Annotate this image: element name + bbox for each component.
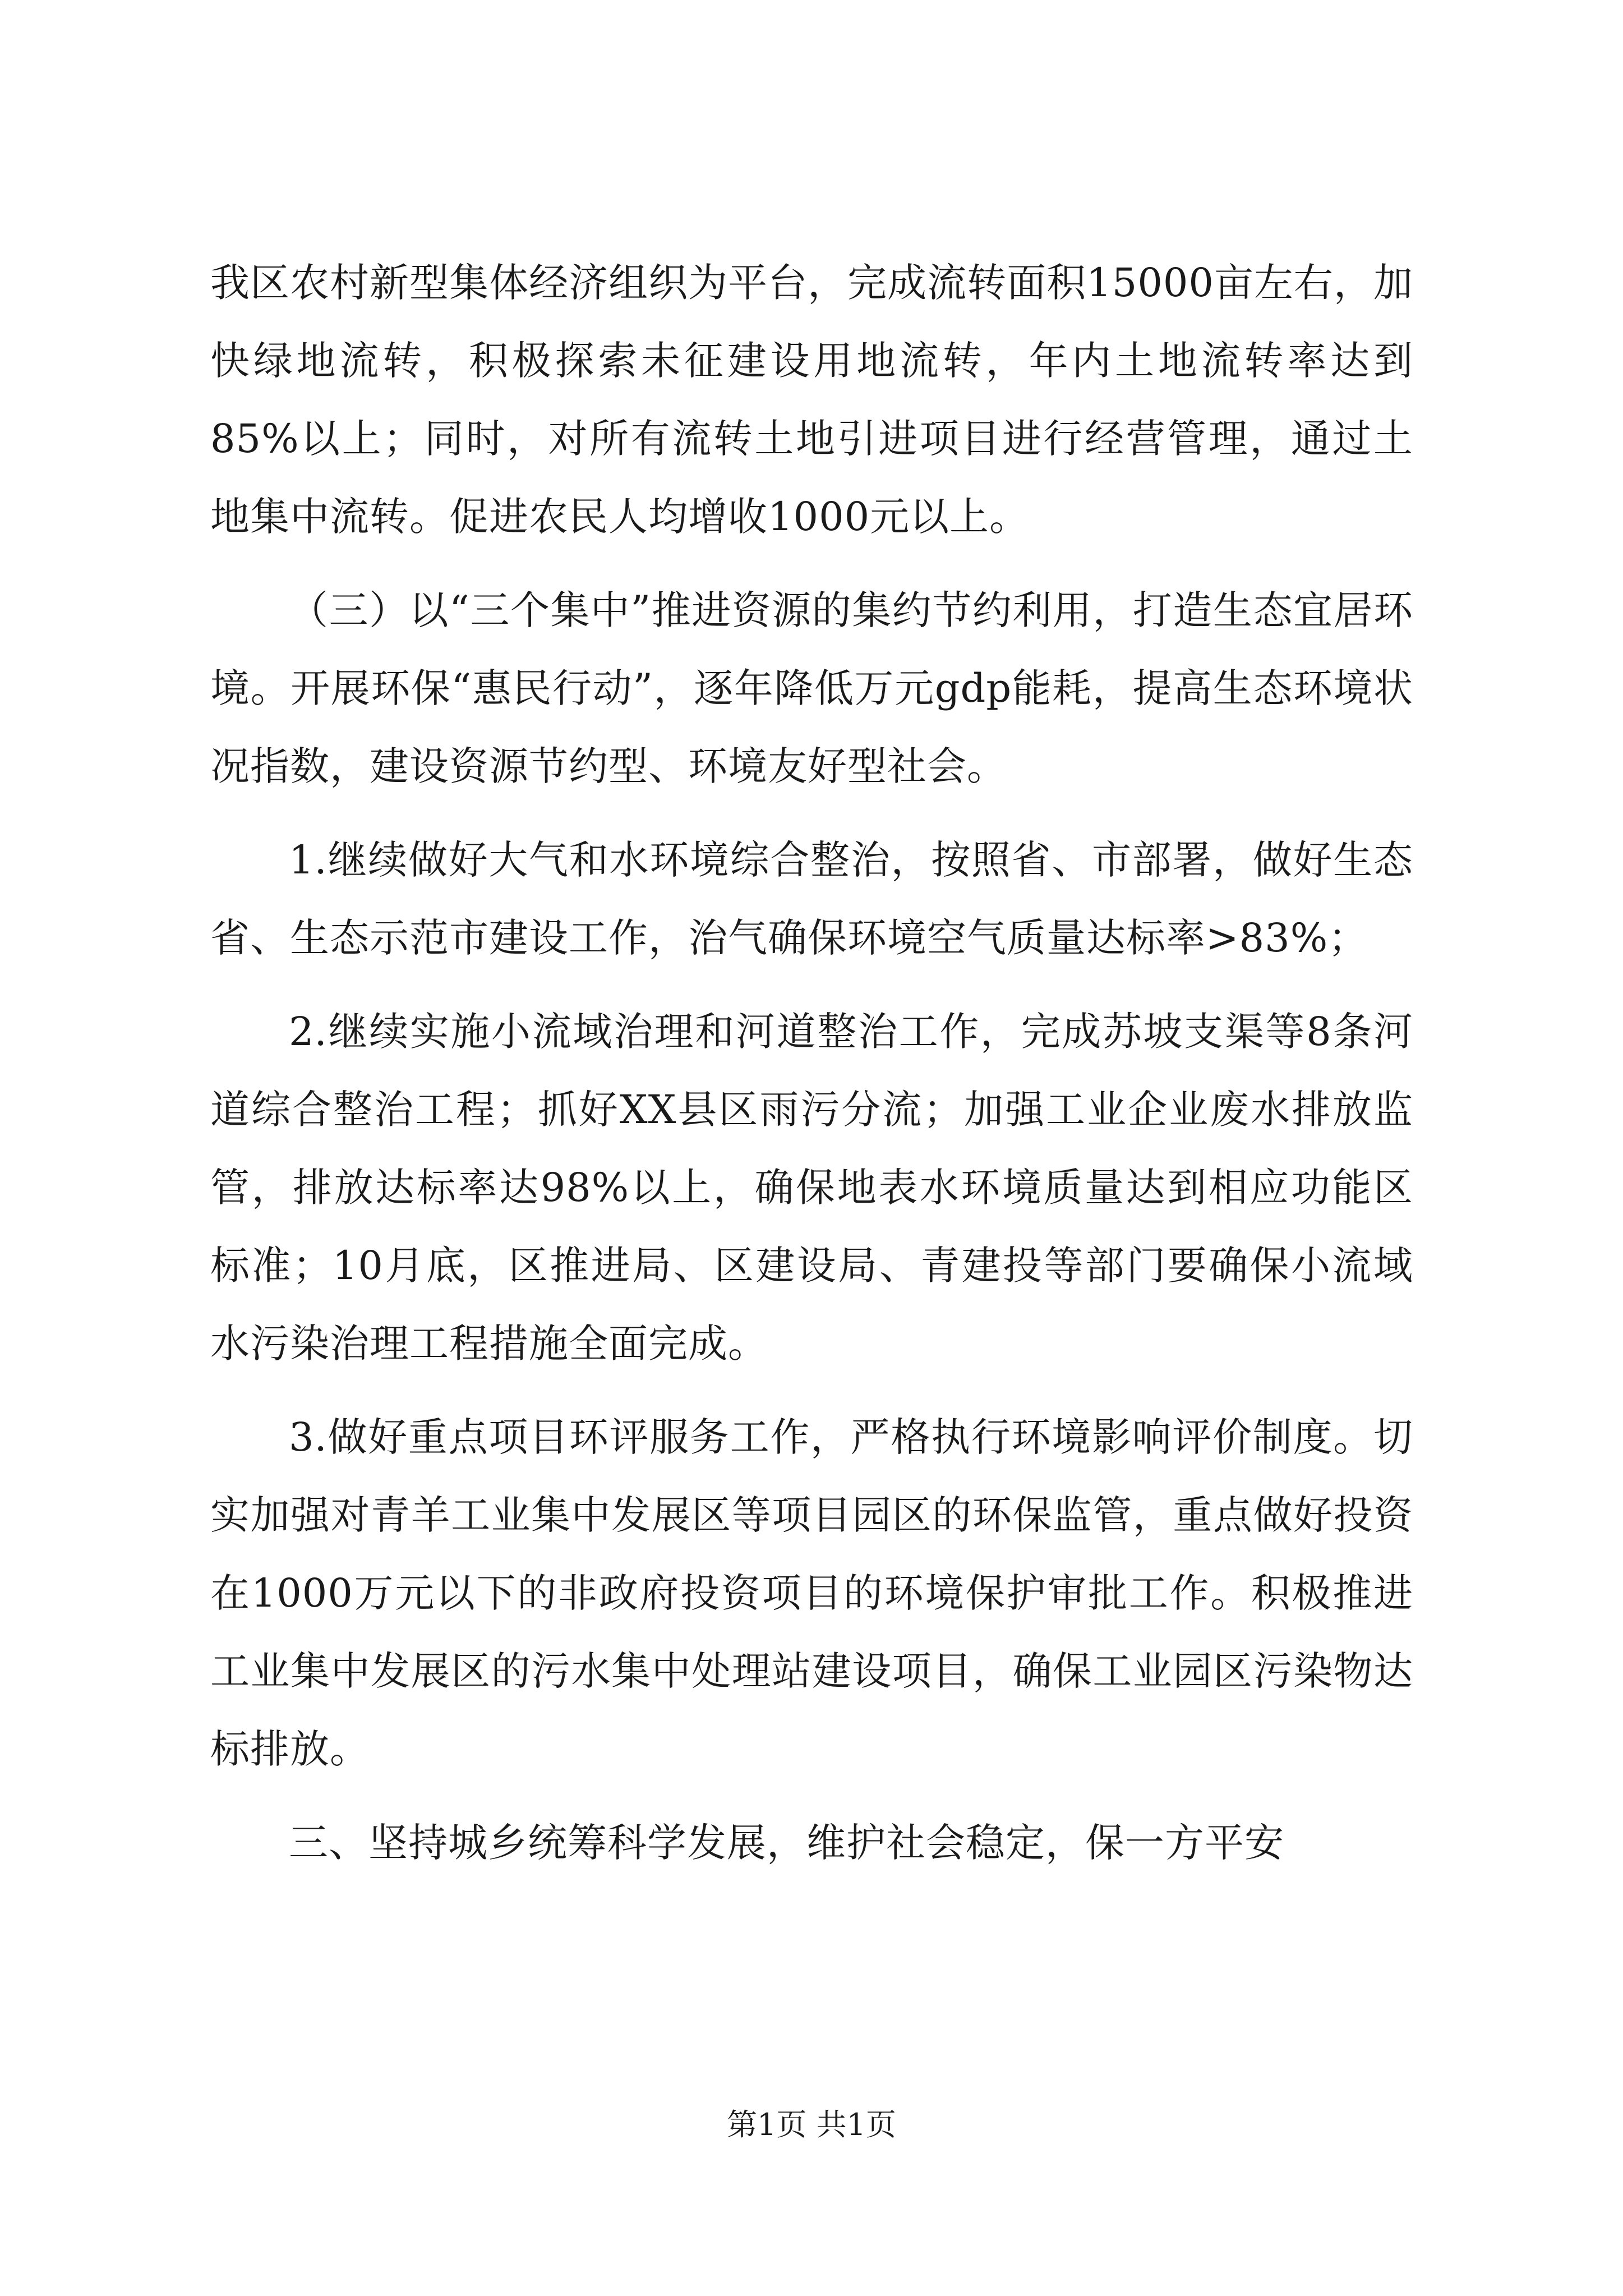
- page-footer: 第1页 共1页: [727, 2107, 896, 2142]
- document-body: [210, 244, 1413, 1882]
- paragraph-item-1: 1.继续做好大气和水环境综合整治，按照省、市部署，做好生态省、生态示范市建设工作，治气确保环境空气质量达标率>83%；: [210, 837, 1413, 961]
- section-heading-three: 三、坚持城乡统筹科学发展，维护社会稳定，保一方平安: [289, 1820, 1284, 1866]
- paragraph-item-2: 2.继续实施小流域治理和河道整治工作，完成苏坡支渠等8条河道综合整治工程；抓好XX县区雨污分流；加强工业企业废水排放监管，排放达标率达98%以上，确保地表水环境质量达到相应功能区标准；10月底，区推进局、区建设局、青建投等部门要确保小流域水污染治理工程措施全面完成。: [210, 1009, 1413, 1366]
- paragraph-continuation: 我区农村新型集体经济组织为平台，完成流转面积15000亩左右，加快绿地流转，积极探索未征建设用地流转，年内土地流转率达到85%以上；同时，对所有流转土地引进项目进行经营管理，通过土地集中流转。促进农民人均增收1000元以上。: [210, 260, 1413, 540]
- paragraph-item-3: 3.做好重点项目环评服务工作，严格执行环境影响评价制度。切实加强对青羊工业集中发展区等项目园区的环保监管，重点做好投资在1000万元以下的非政府投资项目的环境保护审批工作。积极推进工业集中发展区的污水集中处理站建设项目，确保工业园区污染物达标排放。: [210, 1414, 1413, 1772]
- paragraph-section-three: （三）以“三个集中”推进资源的集约节约利用，打造生态宜居环境。开展环保“惠民行动”，逐年降低万元gdp能耗，提高生态环境状况指数，建设资源节约型、环境友好型社会。: [210, 587, 1413, 789]
